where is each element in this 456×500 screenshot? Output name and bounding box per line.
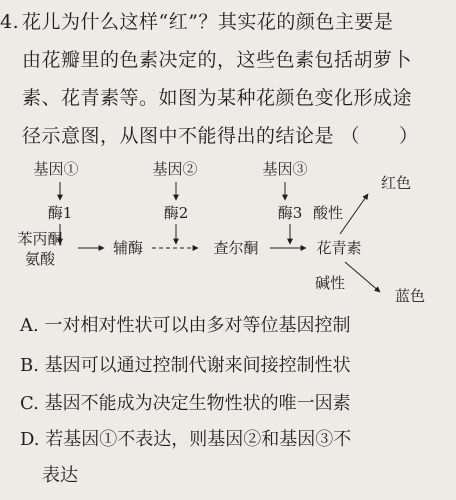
question-line-4: 径示意图，从图中不能得出的结论是 （ ）	[22, 125, 419, 147]
arrow-anthocyanin-blue	[345, 262, 380, 292]
anthocyanin-label: 花青素	[316, 239, 362, 257]
option-c[interactable]: C. 基因不能成为决定生物性状的唯一因素	[20, 393, 351, 414]
option-a[interactable]: A. 一对相对性状可以由多对等位基因控制	[20, 315, 351, 336]
enzyme-2-label: 酶2	[163, 204, 189, 222]
question-line-2: 由花瓣里的色素决定的，这些色素包括胡萝卜	[22, 49, 413, 71]
substrate-label-line2: 氨酸	[24, 250, 56, 268]
pathway-diagram	[0, 152, 456, 307]
question-number: 4.	[0, 11, 20, 33]
acidic-label: 酸性	[312, 204, 344, 222]
option-d-continuation: 表达	[42, 465, 78, 486]
red-label: 红色	[380, 174, 412, 192]
gene-3-label: 基因③	[262, 160, 308, 178]
arrow-anthocyanin-red	[340, 194, 368, 234]
option-b[interactable]: B. 基因可以通过控制代谢来间接控制性状	[20, 355, 351, 376]
coenzyme-label: 辅酶	[112, 239, 144, 257]
question-line-3: 素、花青素等。如图为某种花颜色变化形成途	[22, 87, 413, 109]
option-d[interactable]: D. 若基因①不表达，则基因②和基因③不	[20, 429, 352, 450]
blue-label: 蓝色	[394, 287, 426, 305]
basic-label: 碱性	[314, 274, 346, 292]
gene-1-label: 基因①	[33, 160, 79, 178]
substrate-label-line1: 苯丙酮	[17, 230, 63, 248]
enzyme-3-label: 酶3	[277, 204, 303, 222]
chalcone-label: 查尔酮	[213, 239, 259, 257]
enzyme-1-label: 酶1	[47, 204, 73, 222]
gene-2-label: 基因②	[152, 160, 198, 178]
question-line-1: 花儿为什么这样“红”？其实花的颜色主要是	[22, 11, 394, 33]
